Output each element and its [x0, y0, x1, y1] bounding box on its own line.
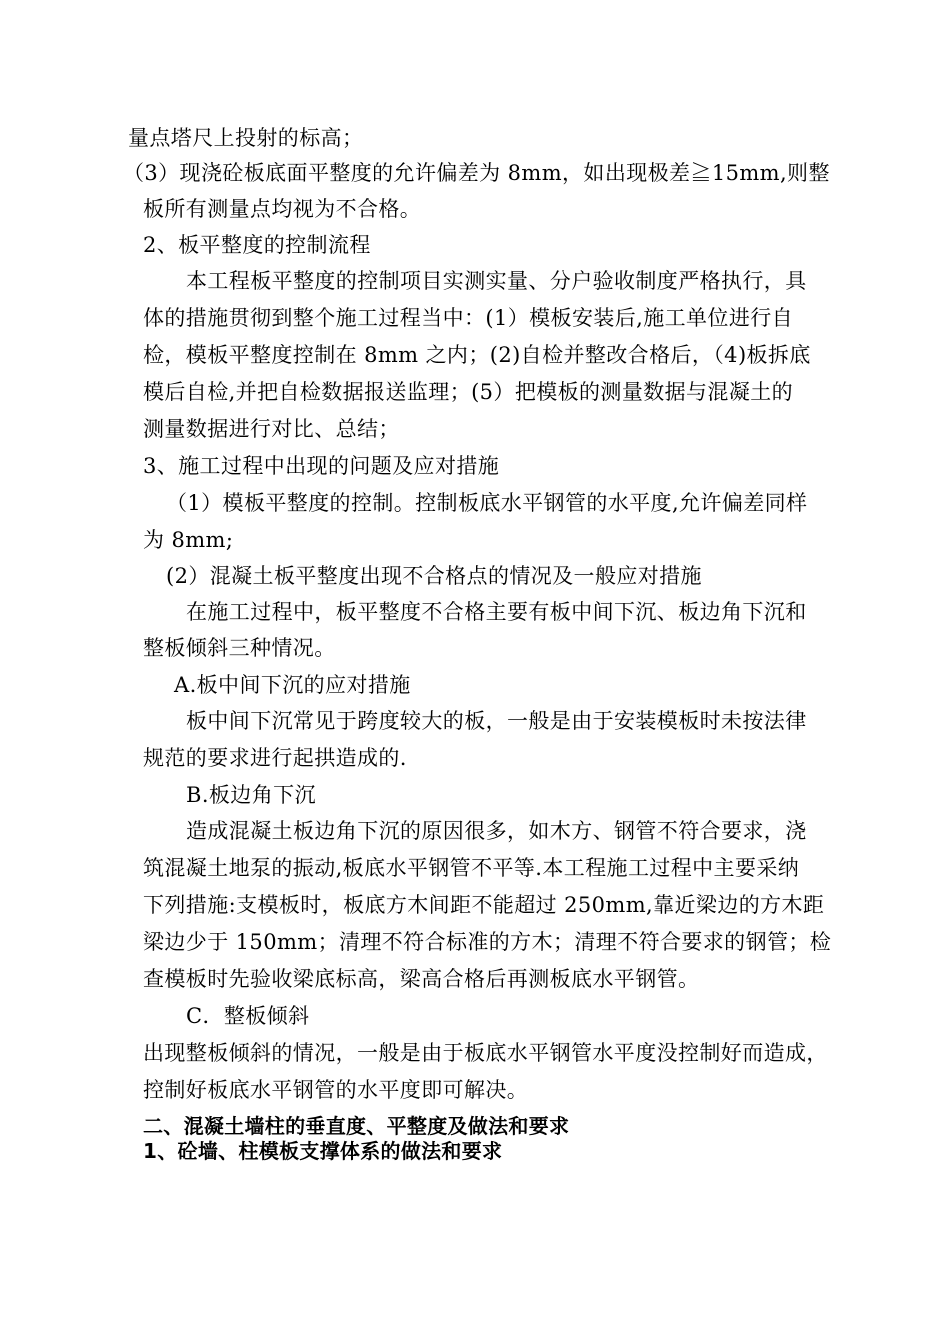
text-line: 造成混凝土板边角下沉的原因很多，如木方、钢管不符合要求，浇	[186, 819, 807, 843]
text-line: 整板倾斜三种情况。	[143, 636, 336, 660]
section-heading: 3、施工过程中出现的问题及应对措施	[143, 454, 500, 478]
text-line: 量点塔尺上投射的标高；	[128, 126, 364, 150]
text-line: 出现整板倾斜的情况，一般是由于板底水平钢管水平度没控制好而造成，	[143, 1041, 828, 1065]
section-heading-bold: 1、砼墙、柱模板支撑体系的做法和要求	[143, 1139, 503, 1163]
text-line: 查模板时先验收梁底标高，梁高合格后再测板底水平钢管。	[143, 967, 700, 991]
text-line: 检，模板平整度控制在 8mm 之内；(2)自检并整改合格后，（4)板拆底	[143, 343, 811, 367]
text-line: (2）混凝土板平整度出现不合格点的情况及一般应对措施	[166, 564, 702, 588]
subsection-heading: A.板中间下沉的应对措施	[174, 673, 411, 697]
text-line: 模后自检,并把自检数据报送监理；(5）把模板的测量数据与混凝土的	[143, 380, 794, 404]
text-line: （3）现浇砼板底面平整度的允许偏差为 8mm，如出现极差≧15mm,则整	[123, 161, 830, 185]
text-line: 控制好板底水平钢管的水平度即可解决。	[143, 1078, 529, 1102]
subsection-heading: B.板边角下沉	[186, 783, 316, 807]
chapter-heading: 二、混凝土墙柱的垂直度、平整度及做法和要求	[143, 1114, 570, 1138]
subsection-heading: C．整板倾斜	[186, 1004, 310, 1028]
text-line: 在施工过程中，板平整度不合格主要有板中间下沉、板边角下沉和	[186, 600, 807, 624]
text-line: 板中间下沉常见于跨度较大的板，一般是由于安装模板时未按法律	[186, 709, 807, 733]
section-heading: 2、板平整度的控制流程	[143, 233, 371, 257]
text-line: （1）模板平整度的控制。控制板底水平钢管的水平度,允许偏差同样	[166, 491, 808, 515]
text-line: 板所有测量点均视为不合格。	[143, 197, 422, 221]
text-line: 测量数据进行对比、总结；	[143, 417, 400, 441]
text-line: 筑混凝土地泵的振动,板底水平钢管不平等.本工程施工过程中主要采纳	[143, 856, 800, 880]
text-line: 梁边少于 150mm；清理不符合标准的方木；清理不符合要求的钢管；检	[143, 930, 832, 954]
text-line: 规范的要求进行起拱造成的.	[143, 746, 407, 770]
text-line: 下列措施:支模板时，板底方木间距不能超过 250mm,靠近梁边的方木距	[143, 893, 825, 917]
text-line: 本工程板平整度的控制项目实测实量、分户验收制度严格执行，具	[186, 269, 807, 293]
text-line: 体的措施贯彻到整个施工过程当中：(1）模板安装后,施工单位进行自	[143, 306, 794, 330]
text-line: 为 8mm;	[143, 528, 234, 552]
